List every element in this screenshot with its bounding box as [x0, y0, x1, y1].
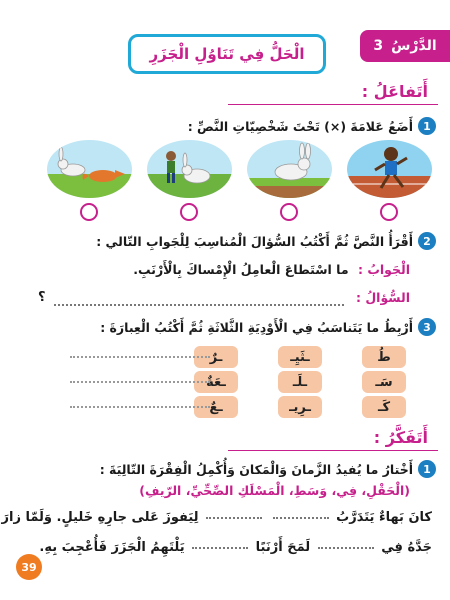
paragraph-fragment: يَلْتَهِمُ الْجَزَرَ فَأُعْجِبَ بِهِ.: [39, 540, 185, 555]
syllable-col2[interactable]: ـلَـ: [278, 371, 322, 393]
answer-checkbox[interactable]: [280, 203, 298, 221]
syllable-col3[interactable]: ـعٌ: [194, 396, 238, 418]
question-number-badge: 1: [418, 117, 436, 135]
question-2: [96, 232, 436, 250]
question-1-text: أَضَعُ عَلامَةَ (×) تَحْتَ شَخْصِيّاتِ النَّصِّ :: [187, 118, 413, 134]
child-and-rabbit-picture: [147, 140, 232, 198]
question-number-badge: 2: [418, 232, 436, 250]
section-interact-title: أَتَفاعَلُ :: [361, 82, 428, 101]
rabbit-jumping-picture: [247, 140, 332, 198]
paragraph-line-2: [39, 540, 432, 555]
page-number: 39: [16, 554, 42, 580]
question-3-text: أَرْبِطُ ما يَتَناسَبُ فِي الْأَوْدِيَةِ الثَّلاثَةِ ثُمَّ أَكْتُبُ الْعِبارَةَ :: [100, 319, 413, 335]
question-label: السُّؤالُ :: [355, 290, 410, 305]
lesson-tab: [360, 30, 450, 62]
paragraph-line-1: [2, 510, 433, 525]
question-mark: ؟: [38, 290, 46, 305]
think-question-1: [100, 460, 436, 478]
answer-checkbox[interactable]: [180, 203, 198, 221]
syllable-col1[interactable]: كَـ: [362, 396, 406, 418]
lesson-title-box: [128, 34, 326, 74]
paragraph-fragment: جَدَّهُ فِي: [381, 540, 432, 555]
fill-blank[interactable]: [318, 547, 374, 549]
syllable-col2[interactable]: ـثَيِـ: [278, 346, 322, 368]
question-number-badge: 3: [418, 318, 436, 336]
answer-row: [133, 262, 410, 277]
think-question-1-text: أَخْتارُ ما يُفيدُ الزَّمانَ وَالْمَكانَ وَأُكْمِلُ الْفِقْرَةَ التّالِيَةَ :: [99, 461, 413, 477]
lesson-label: الدَّرْسُ: [391, 38, 437, 54]
question-3: [100, 318, 436, 336]
answer-checkbox[interactable]: [80, 203, 98, 221]
running-child-picture: [347, 140, 432, 198]
word-bank: (الْحَقْلِ، فِي، وَسَطِ، الْمَسْلَكِ الصِّحِّيِّ، الرّيفِ): [139, 483, 410, 498]
fill-blank[interactable]: [273, 517, 329, 519]
paragraph-fragment: لَمَحَ أَرْنَبًا: [255, 540, 311, 555]
answer-text: ما اسْتَطاعَ الْعامِلُ الْإِمْساكَ بِالْأَرْنَبِ.: [133, 262, 349, 277]
phrase-write-line[interactable]: [70, 406, 210, 408]
syllable-col1[interactable]: سَـ: [362, 371, 406, 393]
syllable-col2[interactable]: ـرِيـ: [278, 396, 322, 418]
fill-blank[interactable]: [192, 547, 248, 549]
syllable-col3[interactable]: ـرٌ: [194, 346, 238, 368]
phrase-write-line[interactable]: [70, 381, 210, 383]
answer-checkbox[interactable]: [380, 203, 398, 221]
question-number-badge: 1: [418, 460, 436, 478]
phrase-write-line[interactable]: [70, 356, 210, 358]
section-think-title: أَتَفَكَّرُ :: [373, 428, 428, 447]
lesson-title: الْحَلُّ فِي تَنَاوُلِ الْجَزَرِ: [149, 45, 305, 63]
fill-blank[interactable]: [206, 517, 262, 519]
paragraph-fragment: كانَ بَهاءٌ يَتَدَرَّبُ: [336, 510, 432, 525]
syllable-col3[interactable]: ـعَةٌ: [194, 371, 238, 393]
paragraph-fragment: لِيَفوزَ عَلى جارِهِ خَليلٍ. وَلَمّا زارَ: [1, 510, 199, 525]
question-write-line[interactable]: [54, 304, 344, 306]
answer-label: الْجَوابُ :: [357, 262, 410, 277]
lesson-number: 3: [373, 38, 384, 54]
question-1: [188, 117, 436, 135]
rabbit-and-fox-picture: [47, 140, 132, 198]
question-2-text: أَقْرَأُ النَّصَّ ثُمَّ أَكْتُبُ السُّؤالَ الْمُناسِبَ لِلْجَوابِ التّالي :: [96, 233, 413, 249]
syllable-col1[interactable]: طُ: [362, 346, 406, 368]
